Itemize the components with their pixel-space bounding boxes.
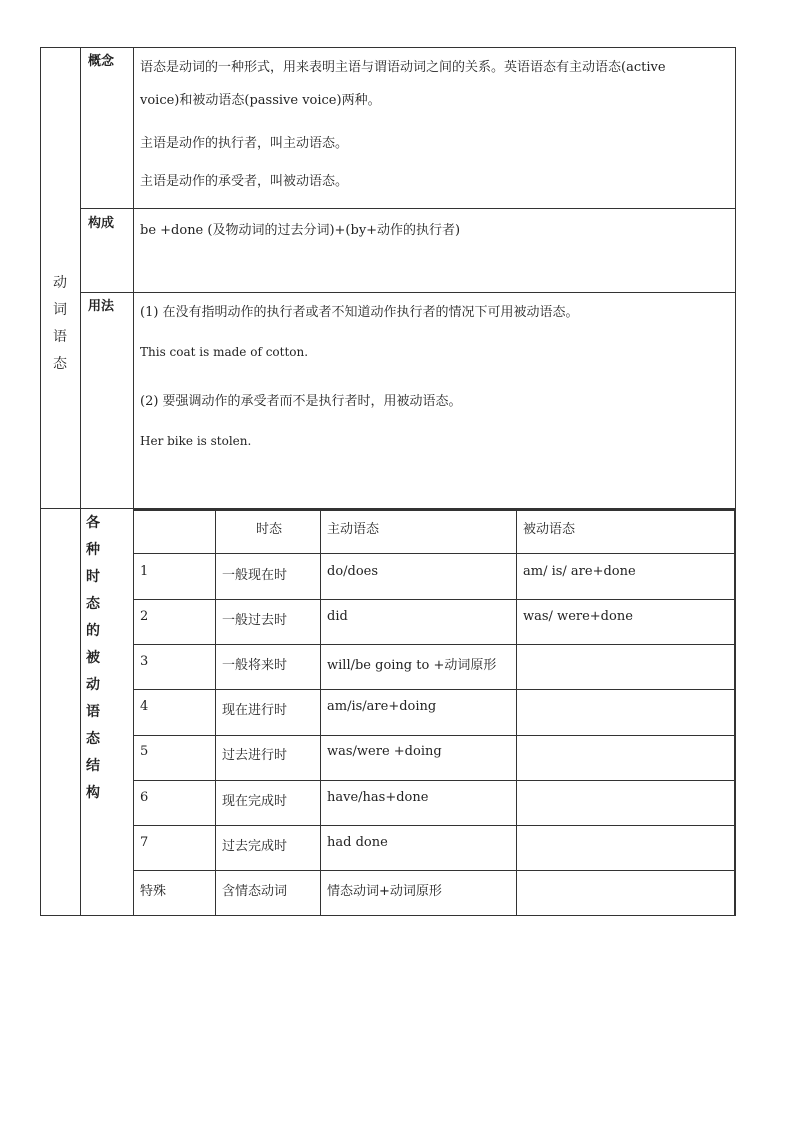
form-label: 构成 [88, 216, 115, 231]
tense-row-divider [133, 689, 736, 690]
concept-line-3: 主语是动作的执行者，叫主动语态。 [140, 136, 349, 151]
tense-row-num: 5 [140, 744, 149, 759]
tense-row-num: 4 [140, 699, 149, 714]
tense-row-num: 特殊 [140, 884, 167, 899]
tense-top-border [133, 509, 736, 511]
usage-item-2: (2) 要强调动作的承受者而不是执行者时，用被动语态。 [140, 394, 462, 409]
column-divider-1 [80, 47, 81, 916]
tense-row-active: will/be going to +动词原形 [327, 658, 497, 673]
tense-row-num: 7 [140, 835, 149, 850]
row-divider-concept [80, 208, 736, 209]
usage-item-1: (1) 在没有指明动作的执行者或者不知道动作执行者的情况下可用被动语态。 [140, 305, 579, 320]
tense-row-active: did [327, 609, 348, 624]
tense-header-passive: 被动语态 [523, 522, 576, 537]
tense-row-num: 2 [140, 609, 149, 624]
usage-example-1: This coat is made of cotton. [140, 345, 309, 359]
tense-row-tense: 含情态动词 [222, 884, 288, 899]
tense-col-divider-2 [320, 508, 321, 916]
tense-row-num: 6 [140, 790, 149, 805]
tense-row-active: do/does [327, 564, 379, 579]
tense-row-passive: am/ is/ are+done [523, 564, 636, 579]
tense-row-tense: 一般现在时 [222, 568, 288, 583]
tense-row-tense: 过去完成时 [222, 839, 288, 854]
tense-col-divider-1 [215, 508, 216, 916]
tense-row-divider [133, 644, 736, 645]
row-divider-form [80, 292, 736, 293]
tense-row-divider [133, 735, 736, 736]
tense-col-divider-3 [516, 508, 517, 916]
form-text: be +done (及物动词的过去分词)+(by+动作的执行者) [140, 223, 461, 238]
usage-label: 用法 [88, 299, 115, 314]
structures-label: 各种时态的被动语态结构 [86, 515, 110, 801]
tense-row-divider [133, 825, 736, 826]
tense-row-divider [133, 599, 736, 600]
tense-row-passive: was/ were+done [523, 609, 633, 624]
concept-line-2: voice)和被动语态(passive voice)两种。 [140, 93, 381, 108]
tense-row-active: had done [327, 835, 388, 850]
concept-line-1: 语态是动词的一种形式，用来表明主语与谓语动词之间的关系。英语语态有主动语态(active [140, 60, 666, 75]
tense-row-tense: 过去进行时 [222, 748, 288, 763]
tense-row-active: 情态动词+动词原形 [327, 884, 442, 899]
tense-right-border [734, 508, 736, 916]
section-vertical-label [40, 270, 80, 378]
tense-row-active: am/is/are+doing [327, 699, 437, 714]
tense-row-tense: 现在完成时 [222, 794, 288, 809]
tense-header-active: 主动语态 [327, 522, 380, 537]
tense-row-divider [133, 553, 736, 554]
tense-row-active: was/were +doing [327, 744, 442, 759]
tense-row-num: 3 [140, 654, 149, 669]
tense-row-divider [133, 870, 736, 871]
tense-header-tense: 时态 [256, 522, 283, 537]
concept-line-4: 主语是动作的承受者，叫被动语态。 [140, 174, 349, 189]
column-divider-2 [133, 47, 134, 916]
tense-row-tense: 一般过去时 [222, 613, 288, 628]
tense-row-num: 1 [140, 564, 149, 579]
usage-example-2: Her bike is stolen. [140, 434, 252, 448]
section-label-text: 动词语态 [53, 275, 67, 372]
tense-row-tense: 一般将来时 [222, 658, 288, 673]
tense-row-divider [133, 780, 736, 781]
concept-label: 概念 [88, 54, 115, 69]
tense-row-tense: 现在进行时 [222, 703, 288, 718]
tense-row-active: have/has+done [327, 790, 429, 805]
